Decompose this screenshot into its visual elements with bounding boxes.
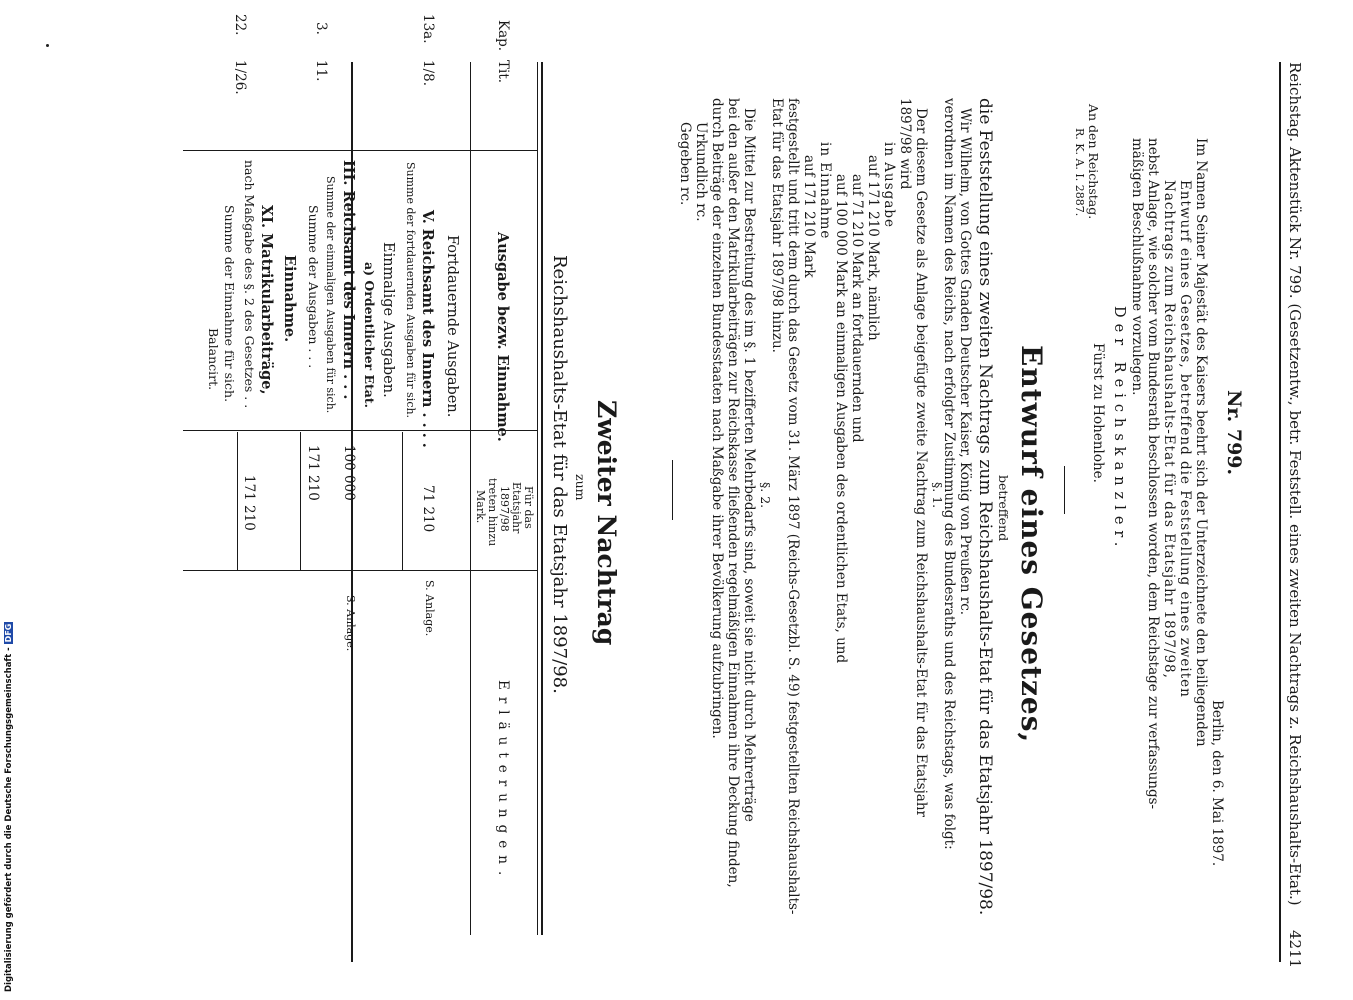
section1-label: §. 1. <box>930 482 945 509</box>
section1-line: auf 171 210 Mark <box>801 155 817 278</box>
sum2a: Summe der einmaligen Ausgaben für sich. <box>324 176 337 414</box>
dfg-sidebar-text <box>4 622 14 992</box>
section1-line: auf 171 210 Mark, nämlich <box>865 155 881 341</box>
divider <box>672 460 673 520</box>
section1-line: festgestellt und tritt dem durch das Gesetz vom 31. März 1897 (Reichs-Gesetzbl. S. 49) festgestellten Reichshaushalts- <box>785 98 801 915</box>
section1-line: auf 71 210 Mark an fortdauernden und <box>849 174 865 443</box>
letter-line: mäßigen Beschlußnahme vorzulegen. <box>1129 138 1145 396</box>
dfg-text: Digitalisierung gefördert durch die Deutsche Forschungsgemeinschaft - <box>4 647 14 992</box>
sum2b: Summe der Ausgaben . . . <box>306 205 321 369</box>
section1-line: in Einnahme <box>817 142 833 240</box>
col-divider <box>183 150 538 151</box>
header-notes: Erläuterungen. <box>495 680 511 883</box>
appendix-subject: Reichshaushalts-Etat für das Etatsjahr 1897/98. <box>549 255 570 694</box>
row1-note: S. Anlage. <box>423 580 436 637</box>
header-amount-1: Für das <box>522 486 535 529</box>
row1-tit: 1/8. <box>420 60 436 87</box>
row2-heading: III. Reichsamt des Innern . . . <box>340 160 357 400</box>
appendix-sub: zum <box>573 474 588 501</box>
addressee: An den Reichstag. <box>1086 104 1101 220</box>
law-title: Entwurf eines Gesetzes, <box>1015 345 1048 744</box>
row3-tit: 1/26. <box>232 60 248 95</box>
sum2b-amount: 171 210 <box>305 445 321 501</box>
section2-line: Die Mittel zur Bestreitung des im §. 1 bezifferten Mehrbedarfs sind, soweit sie nicht durch Mehrerträge <box>741 108 757 822</box>
header-rule <box>1280 62 1282 962</box>
row2-kap: 3. <box>313 22 329 35</box>
letter-date: Berlin, den 6. Mai 1897. <box>1209 700 1225 867</box>
header-amount-5: Mark. <box>474 490 487 524</box>
sub-ordentlich: a) Ordentlicher Etat. <box>362 262 377 409</box>
sum1: Summe der fortdauernden Ausgaben für sich. <box>404 162 417 419</box>
section1-line: Etat für das Etatsjahr 1897/98 hinzu. <box>769 98 785 353</box>
number-title: Nr. 799. <box>1223 390 1245 476</box>
header-tit: Tit. <box>495 60 511 84</box>
divider <box>1064 466 1065 514</box>
sum-rule <box>402 432 403 570</box>
header-kap: Kap. <box>495 20 511 52</box>
page-number: 4211 <box>1286 930 1304 969</box>
section-fortdauernde: Fortdauernde Ausgaben. <box>444 235 460 418</box>
row3-line2: nach Maßgabe des §. 2 des Gesetzes . . <box>242 160 257 409</box>
header-desc: Ausgabe bezw. Einnahme. <box>494 232 511 442</box>
section1-line: auf 100 000 Mark an einmaligen Ausgaben des ordentlichen Etats, und <box>833 174 849 664</box>
section-einnahme: Einnahme. <box>281 255 298 343</box>
closing-line: Gegeben rc. <box>677 122 693 206</box>
row1-kap: 13a. <box>420 14 436 44</box>
header-amount-4: treten hinzu <box>486 478 499 547</box>
appendix-title: Zweiter Nachtrag <box>592 400 621 646</box>
row2-amount: 100 000 <box>341 445 357 501</box>
section-einmalige: Einmalige Ausgaben. <box>380 242 396 398</box>
header-amount-2: Etatsjahr <box>510 482 523 534</box>
section2-label: §. 2. <box>758 482 773 509</box>
preamble-line: Wir Wilhelm, von Gottes Gnaden Deutscher Kaiser, König von Preußen rc. <box>957 108 973 616</box>
letter-line: Entwurf eines Gesetzes, betreffend die Feststellung eines zweiten <box>1177 180 1193 698</box>
section2-line: durch Beiträge der einzelnen Bundesstaaten nach Maßgabe ihrer Bevölkerung aufzubringen. <box>709 98 725 739</box>
table-rule-top <box>537 62 538 935</box>
row1-heading: V. Reichsamt des Innern . . . . <box>419 210 436 448</box>
scan-speck <box>46 44 49 47</box>
signature-name: Fürst zu Hohenlohe. <box>1090 343 1106 483</box>
preamble-line: verordnen im Namen des Reichs, nach erfolgter Zustimmung des Bundesraths und des Reichstags, was folgt: <box>941 98 957 850</box>
letter-line: Nachtrags zum Reichshaushalts-Etat für das Etatsjahr 1897/98, <box>1161 180 1177 679</box>
row1-amount: 71 210 <box>420 485 436 533</box>
closing-line: Urkundlich rc. <box>693 122 709 222</box>
balance: Balancirt. <box>206 328 221 391</box>
row3-heading: XI. Matrikularbeiträge, <box>258 205 275 395</box>
section1-line: 1897/98 wird <box>897 98 913 190</box>
section1-line: in Ausgabe <box>881 142 897 228</box>
section2-line: bei den außer den Matrikularbeiträgen zur Reichskasse fließenden regelmäßigen Einnahmen ihre Deckung finden, <box>725 98 741 888</box>
row3-kap: 22. <box>232 14 248 36</box>
sum-rule <box>237 432 238 570</box>
table-rule-top <box>541 62 543 935</box>
row2-note: S. Anlage. <box>344 595 357 652</box>
dfg-sidebar <box>4 604 16 992</box>
table-rule-header <box>470 62 471 935</box>
running-header: Reichstag. Aktenstück Nr. 799. (Gesetzentw., betr. Feststell. eines zweiten Nachtrags z. Reichshaushalts-Etat.) <box>1286 62 1304 906</box>
law-subject: die Feststellung eines zweiten Nachtrags zum Reichshaushalts-Etat für das Etatsjahr 1897/98. <box>975 98 995 916</box>
letter-line: nebst Anlage, wie solcher vom Bundesrath beschlossen worden, dem Reichstage zur verfassungs- <box>1145 138 1161 810</box>
row2-tit: 11. <box>313 60 329 82</box>
header-amount-3: 1897/98 <box>498 486 511 532</box>
col-divider <box>183 570 538 571</box>
col-divider <box>183 430 538 431</box>
sum-rule <box>300 432 301 570</box>
letter-line: Im Namen Seiner Majestät des Kaisers beehrt sich der Unterzeichnete den beiliegenden <box>1193 138 1209 747</box>
row3-amount: 171 210 <box>241 475 257 531</box>
section1-line: Der diesem Gesetze als Anlage beigefügte zweite Nachtrag zum Reichshaushalts-Etat für das Etatsjahr <box>913 108 929 817</box>
law-subtitle: betreffend <box>996 475 1011 542</box>
reference: R. K. A. I. 2887. <box>1073 128 1086 217</box>
dfg-logo: DFG <box>4 623 13 643</box>
sum3: Summe der Einnahme für sich. <box>222 205 237 403</box>
signature-title: Der Reichskanzler. <box>1111 306 1127 553</box>
